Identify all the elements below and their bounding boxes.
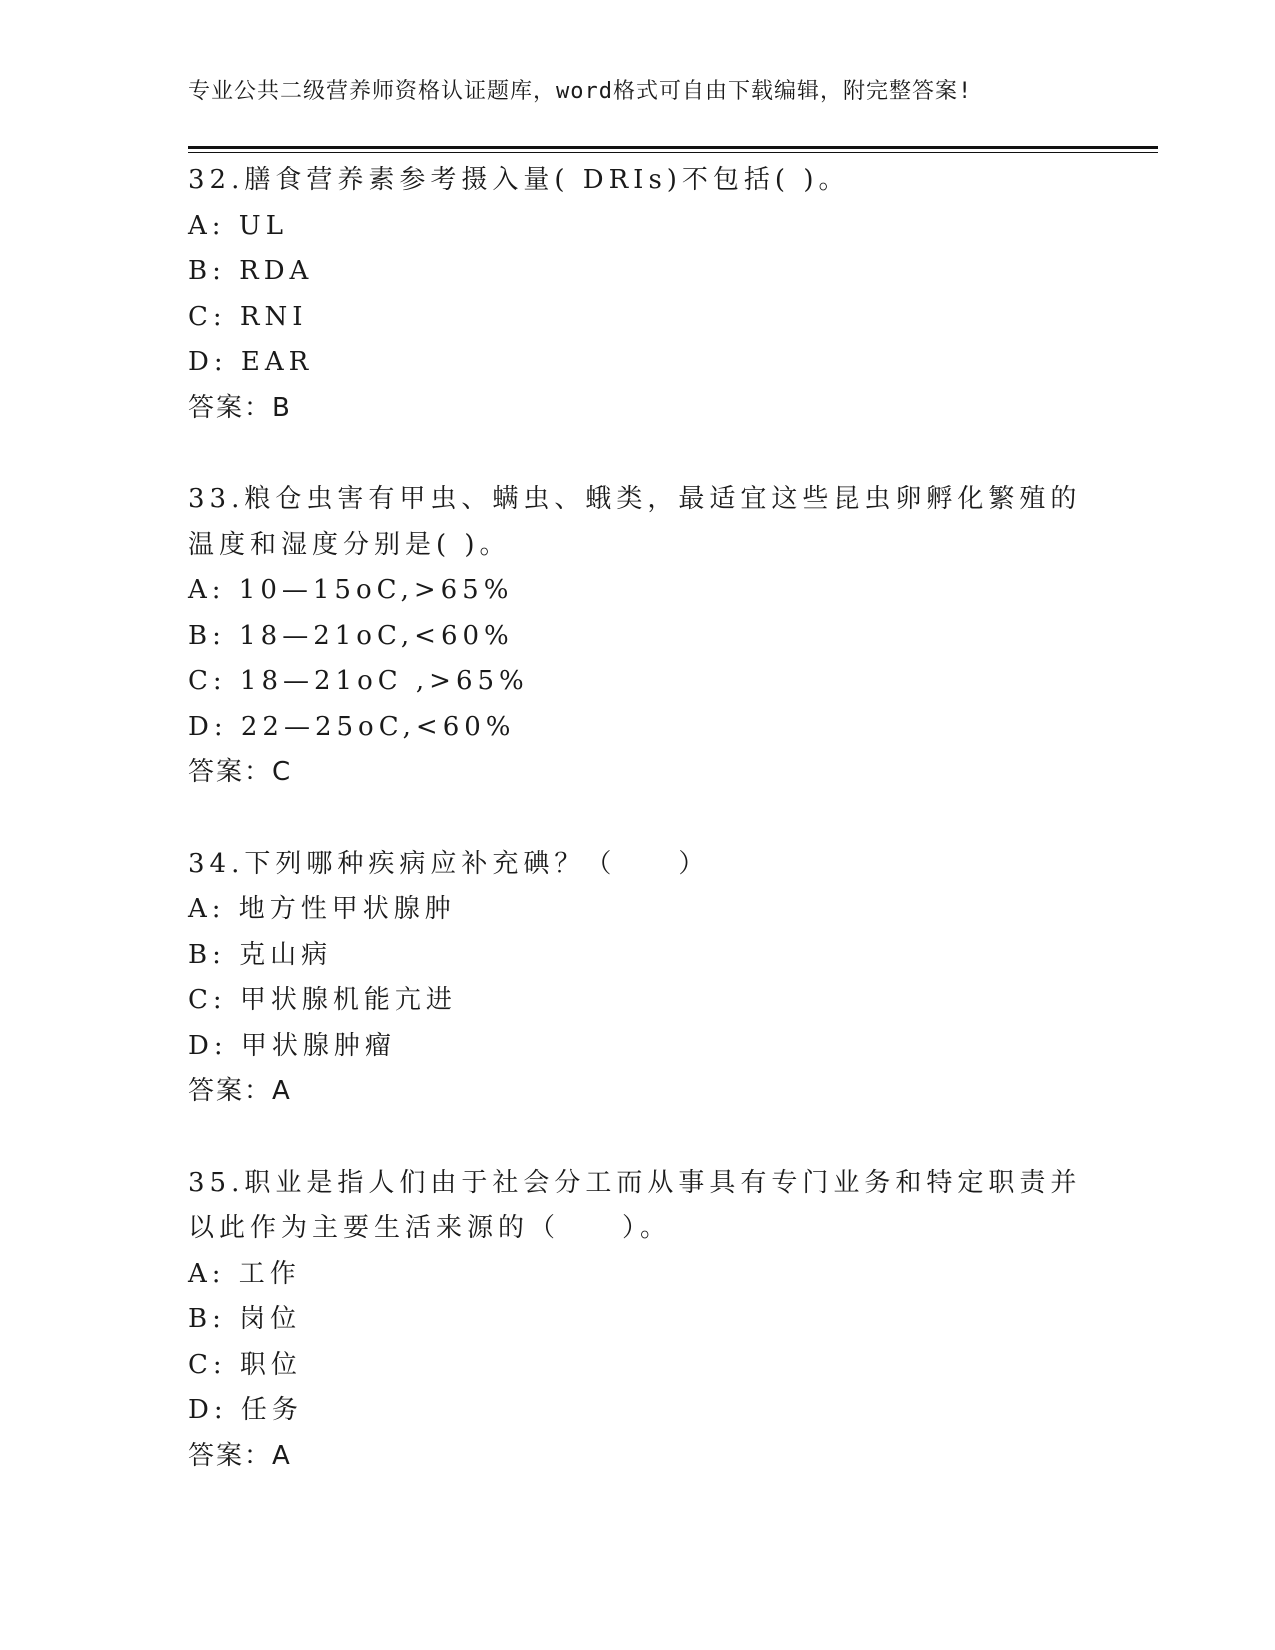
question-32	[188, 158, 1088, 431]
answer: 答案：A	[188, 1076, 292, 1106]
option-a: A: 10—15oC,>65%	[188, 575, 514, 605]
question-list	[188, 158, 1088, 1525]
option-c: C: 职位	[188, 1349, 302, 1380]
answer: 答案：C	[188, 757, 293, 787]
question-stem: 32.膳食营养素参考摄入量( DRIs)不包括( )。	[188, 165, 850, 195]
question-stem: 33.粮仓虫害有甲虫、螨虫、蛾类，最适宜这些昆虫卵孵化繁殖的温度和湿度分别是( )。	[188, 484, 1082, 560]
question-stem: 35.职业是指人们由于社会分工而从事具有专门业务和特定职责并以此作为主要生活来源的（ ）。	[188, 1167, 1082, 1243]
option-d: D: 22—25oC,<60%	[188, 711, 516, 742]
option-c: C: 18—21oC ,>65%	[188, 666, 529, 696]
option-b: B: RDA	[188, 256, 314, 286]
option-d: D: EAR	[188, 347, 314, 377]
question-34	[188, 842, 1088, 1115]
option-b: B: 18—21oC,<60%	[188, 620, 514, 651]
option-d: D: 甲状腺肿瘤	[188, 1030, 396, 1061]
option-c: C: 甲状腺机能亢进	[188, 985, 457, 1015]
question-33	[188, 477, 1088, 796]
page-header: 专业公共二级营养师资格认证题库，word格式可自由下载编辑，附完整答案!	[188, 79, 973, 104]
header-rule-thick	[188, 146, 1158, 149]
option-a: A: 地方性甲状腺肿	[188, 894, 456, 924]
option-b: B: 克山病	[188, 939, 333, 970]
answer: 答案：B	[188, 392, 292, 423]
option-c: C: RNI	[188, 301, 308, 332]
answer: 答案：A	[188, 1440, 292, 1471]
option-b: B: 岗位	[188, 1304, 302, 1334]
option-d: D: 任务	[188, 1395, 303, 1425]
question-35	[188, 1161, 1088, 1480]
option-a: A: 工作	[188, 1258, 301, 1289]
question-stem: 34.下列哪种疾病应补充碘？（ ）	[188, 848, 710, 879]
option-a: A: UL	[188, 210, 288, 241]
header-rule-thin	[188, 152, 1158, 153]
